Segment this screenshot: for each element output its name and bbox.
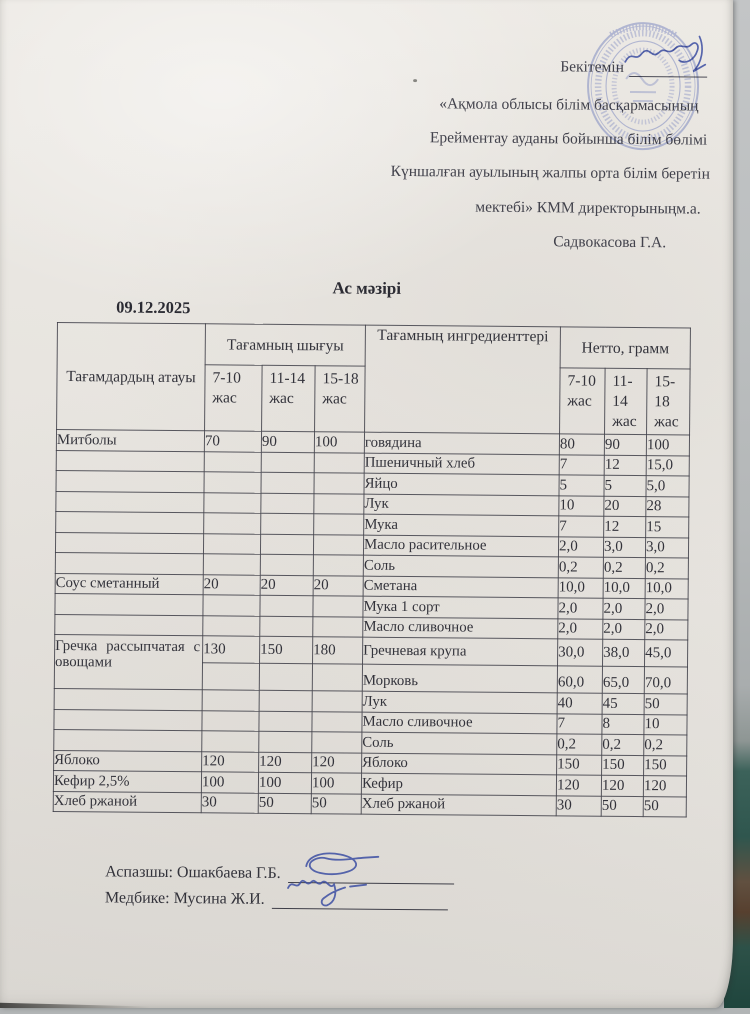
output-value-cell: 130 [203,636,260,663]
netto-value-cell: 2,0 [603,619,645,640]
cook-signature-label: Аспазшы: Ошакбаева Г.Б. [105,863,281,882]
output-value-cell [260,595,313,616]
output-value-cell [202,731,259,752]
output-value-cell: 20 [260,575,313,596]
output-value-cell: 50 [258,793,311,814]
netto-value-cell: 0,2 [644,735,687,756]
output-value-cell [313,616,363,637]
ingredient-cell: Масло сливочное [362,712,557,734]
output-value-cell: 150 [260,636,313,663]
approval-text-line: Ерейментау ауданы бойынша білім бөлімі [429,129,708,149]
netto-value-cell: 90 [604,434,646,455]
netto-value-cell: 65,0 [602,666,644,693]
netto-value-cell: 10,0 [603,578,645,599]
ingredient-cell: Лук [362,691,557,713]
output-value-cell [261,513,314,534]
netto-value-cell: 15 [646,517,689,538]
output-value-cell [259,731,312,752]
output-value-cell [261,452,314,473]
output-value-cell: 120 [259,752,312,773]
output-value-cell [260,616,313,637]
ingredient-cell: Мука 1 сорт [363,596,558,618]
output-value-cell [259,663,312,690]
header-ingredients: Тағамның ингредиенттері [365,325,561,434]
approval-text-line: Күншалған ауылының жалпы орта білім беретін [390,163,711,184]
approval-text-line: «Ақмола облысы білім басқармасының [439,95,699,115]
netto-value-cell: 2,0 [558,536,603,557]
nurse-signature-row [105,881,454,910]
output-value-cell: 70 [204,431,261,452]
header-output-age-1: 7-10 жас [205,365,263,431]
netto-value-cell: 8 [602,714,644,735]
netto-value-cell: 0,2 [602,734,644,755]
netto-value-cell: 120 [601,775,643,796]
header-netto-age-2: 11-14 жас [605,368,648,434]
output-value-cell [312,691,362,712]
output-value-cell [202,663,259,690]
output-value-cell [260,534,313,555]
header-output: Тағамның шығуы [205,324,365,366]
netto-value-cell: 0,2 [645,558,688,579]
ingredient-cell: Хлеб ржаной [361,794,556,816]
netto-value-cell: 30 [556,795,601,816]
header-output-age-3: 15-18 жас [315,366,366,432]
output-value-cell [313,596,363,617]
dish-name-cell: Гречка рассыпчатая с овощами [54,634,202,689]
signatures-block [105,855,454,910]
dish-name-cell [56,491,204,513]
approval-label: Бекітемін [560,58,624,76]
ingredient-cell: Гречневая крупа [363,637,558,666]
dish-name-cell: Соус сметанный [55,573,203,595]
dish-name-cell [56,470,204,492]
document-date: 09.12.2025 [116,297,191,318]
dish-name-cell [54,709,202,731]
dish-name-cell: Хлеб ржаной [53,791,201,813]
netto-value-cell: 5,0 [646,476,689,497]
output-value-cell [204,513,261,534]
dish-name-cell [56,450,204,472]
output-value-cell [203,595,260,616]
netto-value-cell: 45 [602,693,644,714]
netto-value-cell: 150 [557,754,602,775]
paper-speck [413,79,417,82]
dish-name-cell [54,729,202,751]
dish-name-cell [55,552,203,574]
menu-table-body [53,429,689,817]
netto-value-cell: 7 [559,516,604,537]
output-value-cell [203,615,260,636]
output-value-cell: 50 [311,793,361,814]
approval-text-line: мектебі» КММ директорыныңм.а. [475,198,701,218]
output-value-cell [203,554,260,575]
netto-value-cell: 2,0 [558,618,603,639]
netto-value-cell: 50 [644,694,687,715]
header-netto-age-3: 15-18 жас [647,369,691,435]
nurse-signature-label: Медбике: Мусина Ж.И. [104,889,265,908]
output-value-cell [259,690,312,711]
output-value-cell: 20 [313,575,363,596]
ingredient-cell: Сметана [363,576,558,598]
ingredient-cell: Яблоко [362,753,557,775]
netto-value-cell: 45,0 [645,640,688,667]
ingredient-cell: Масло расительное [363,535,558,557]
ingredient-cell: Пшеничный хлеб [364,453,559,475]
official-stamp-icon [581,17,704,160]
output-value-cell [313,555,363,576]
netto-value-cell: 60,0 [557,666,602,693]
dish-name-cell [55,532,203,554]
dish-name-cell: Яблоко [54,750,202,772]
output-value-cell: 120 [202,751,259,772]
netto-value-cell: 5 [559,475,604,496]
dish-name-cell [55,614,203,636]
header-netto-age-1: 7-10 жас [560,368,606,434]
ingredient-cell: Кефир [361,773,556,795]
output-value-cell: 180 [313,637,363,664]
dish-name-cell [55,593,203,615]
netto-value-cell: 3,0 [645,537,688,558]
netto-value-cell: 100 [646,435,689,456]
netto-value-cell: 50 [601,796,643,817]
netto-value-cell: 120 [556,775,601,796]
netto-value-cell: 12 [604,516,646,537]
output-value-cell [312,711,362,732]
netto-value-cell: 10,0 [558,577,603,598]
netto-value-cell: 38,0 [603,639,645,666]
dish-name-cell [56,511,204,533]
netto-value-cell: 10 [644,714,687,735]
output-value-cell [204,492,261,513]
nurse-signature-line [272,886,448,911]
netto-value-cell: 2,0 [558,598,603,619]
menu-table [53,322,691,818]
netto-value-cell: 50 [643,796,686,817]
output-value-cell [314,473,364,494]
header-dish-name: Тағамдардың атауы [57,322,206,430]
netto-value-cell: 12 [604,455,646,476]
output-value-cell [314,514,364,535]
netto-value-cell: 2,0 [603,598,645,619]
netto-value-cell: 120 [643,776,686,797]
ingredient-cell: Лук [364,494,559,516]
output-value-cell [313,534,363,555]
output-value-cell [312,732,362,753]
output-value-cell [261,472,314,493]
netto-value-cell: 7 [559,454,604,475]
document-title: Ас мәзірі [332,278,402,298]
netto-value-cell: 28 [646,496,689,517]
output-value-cell: 100 [314,432,364,453]
netto-value-cell: 40 [557,693,602,714]
header-output-age-2: 11-14 жас [262,365,316,431]
netto-value-cell: 15,0 [646,455,689,476]
output-value-cell [314,452,364,473]
header-netto: Нетто, грамм [560,327,690,369]
netto-value-cell: 0,2 [603,557,645,578]
netto-value-cell: 150 [602,755,644,776]
output-value-cell: 20 [203,574,260,595]
ingredient-cell: Яйцо [364,473,559,495]
output-value-cell: 100 [311,773,361,794]
approval-text-line: Садвокасова Г.А. [553,233,667,252]
ingredient-cell: Соль [363,555,558,577]
output-value-cell [203,533,260,554]
output-value-cell: 100 [258,772,311,793]
output-value-cell: 100 [201,772,258,793]
ingredient-cell: Мука [364,514,559,536]
output-value-cell [259,711,312,732]
output-value-cell [260,554,313,575]
ingredient-cell: Соль [362,732,557,754]
netto-value-cell: 3,0 [603,537,645,558]
netto-value-cell: 80 [559,434,604,455]
output-value-cell [202,690,259,711]
output-value-cell [204,451,261,472]
netto-value-cell: 0,2 [557,734,602,755]
dish-name-cell [54,688,202,710]
table-row [53,791,686,817]
netto-value-cell: 10 [559,495,604,516]
netto-value-cell: 10,0 [645,578,688,599]
output-value-cell [314,493,364,514]
netto-value-cell: 70,0 [644,667,687,694]
netto-value-cell: 5 [604,475,646,496]
netto-value-cell: 0,2 [558,557,603,578]
output-value-cell [202,710,259,731]
ingredient-cell: Морковь [362,664,557,693]
ingredient-cell: говядина [364,432,559,454]
table-header-row [57,322,690,369]
netto-value-cell: 30,0 [558,639,603,666]
netto-value-cell: 7 [557,713,602,734]
output-value-cell: 120 [312,752,362,773]
ingredient-cell: Масло сливочное [363,617,558,639]
netto-value-cell: 2,0 [645,619,688,640]
dish-name-cell: Митболы [56,429,204,451]
netto-value-cell: 150 [644,755,687,776]
output-value-cell [204,472,261,493]
dish-name-cell: Кефир 2,5% [53,770,201,792]
output-value-cell: 90 [261,431,314,452]
netto-value-cell: 20 [604,496,646,517]
output-value-cell [261,493,314,514]
output-value-cell: 30 [201,792,258,813]
netto-value-cell: 2,0 [645,599,688,620]
output-value-cell [312,664,362,691]
nurse-signature-icon [278,872,398,913]
table-row [55,634,688,667]
